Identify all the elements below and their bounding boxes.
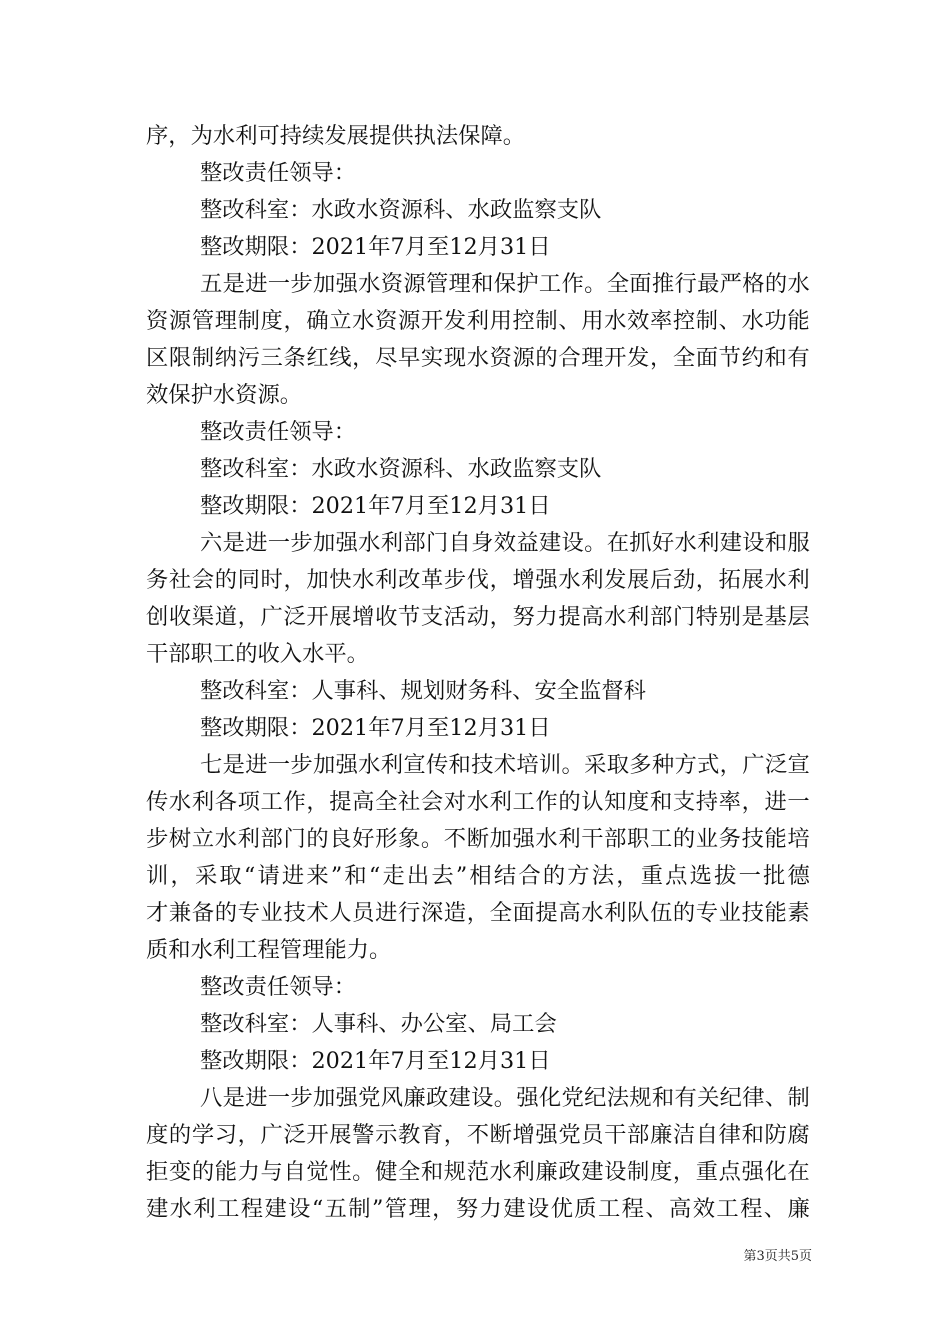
text-line: 创 收 渠 道 ， 广 泛 开 展 增 收 节 支 活 动 ， 努 力 提 高 水 利 部 门 特 别 是 基 层 <box>146 604 810 630</box>
text-line: 步 树 立 水 利 部 门 的 良 好 形 象 。 不 断 加 强 水 利 干 部 职 工 的 业 务 技 能 培 <box>146 826 810 852</box>
field-line: 整改责任领导： <box>200 160 357 186</box>
document-body <box>146 118 810 1228</box>
text-line: 序，为水利可持续发展提供执法保障。 <box>146 123 526 149</box>
text-line: 资 源 管 理 制 度 ， 确 立 水 资 源 开 发 利 用 控 制 、 用 水 效 率 控 制 、 水 功 能 <box>146 308 810 334</box>
text-line: 传 水 利 各 项 工 作 ， 提 高 全 社 会 对 水 利 工 作 的 认 知 度 和 支 持 率 ， 进 一 <box>146 789 810 815</box>
text-line: 度 的 学 习 ， 广 泛 开 展 警 示 教 育 ， 不 断 增 强 党 员 干 部 廉 洁 自 律 和 防 腐 <box>146 1122 810 1148</box>
field-line: 整改责任领导： <box>200 419 357 445</box>
text-line: 务 社 会 的 同 时 ， 加 快 水 利 改 革 步 伐 ， 增 强 水 利 发 展 后 劲 ， 拓 展 水 利 <box>146 567 810 593</box>
text-line: 训 ， 采 取 “ 请 进 来 ” 和 “ 走 出 去 ” 相 结 合 的 方 法 ， 重 点 选 拔 一 批 德 <box>146 863 810 889</box>
field-line: 整改期限：2021年7月至12月31日 <box>200 234 551 260</box>
field-line: 整改科室：人事科、办公室、局工会 <box>200 1011 557 1037</box>
text-line: 区 限 制 纳 污 三 条 红 线 ， 尽 早 实 现 水 资 源 的 合 理 开 发 ， 全 面 节 约 和 有 <box>146 345 810 371</box>
field-line: 整改期限：2021年7月至12月31日 <box>200 715 551 741</box>
page-number: 第3页共5页 <box>743 1249 812 1264</box>
text-line: 八 是 进 一 步 加 强 党 风 廉 政 建 设 。 强 化 党 纪 法 规 和 有 关 纪 律 、 制 <box>200 1085 810 1111</box>
text-line: 建 水 利 工 程 建 设 “ 五 制 ” 管 理 ， 努 力 建 设 优 质 工 程 、 高 效 工 程 、 廉 <box>146 1196 810 1222</box>
field-line: 整改期限：2021年7月至12月31日 <box>200 493 551 519</box>
text-line: 七 是 进 一 步 加 强 水 利 宣 传 和 技 术 培 训 。 采 取 多 种 方 式 ， 广 泛 宣 <box>200 752 810 778</box>
field-line: 整改责任领导： <box>200 974 357 1000</box>
text-line: 质和水利工程管理能力。 <box>146 937 392 963</box>
text-line: 拒 变 的 能 力 与 自 觉 性 。 健 全 和 规 范 水 利 廉 政 建 设 制 度 ， 重 点 强 化 在 <box>146 1159 810 1185</box>
text-line: 效保护水资源。 <box>146 382 303 408</box>
field-line: 整改科室：水政水资源科、水政监察支队 <box>200 456 602 482</box>
text-line: 干部职工的收入水平。 <box>146 641 369 667</box>
field-line: 整改期限：2021年7月至12月31日 <box>200 1048 551 1074</box>
text-line: 才 兼 备 的 专 业 技 术 人 员 进 行 深 造 ， 全 面 提 高 水 利 队 伍 的 专 业 技 能 素 <box>146 900 810 926</box>
text-line: 六 是 进 一 步 加 强 水 利 部 门 自 身 效 益 建 设 。 在 抓 好 水 利 建 设 和 服 <box>200 530 810 556</box>
text-line: 五 是 进 一 步 加 强 水 资 源 管 理 和 保 护 工 作 。 全 面 推 行 最 严 格 的 水 <box>200 271 810 297</box>
field-line: 整改科室：人事科、规划财务科、安全监督科 <box>200 678 646 704</box>
field-line: 整改科室：水政水资源科、水政监察支队 <box>200 197 602 223</box>
